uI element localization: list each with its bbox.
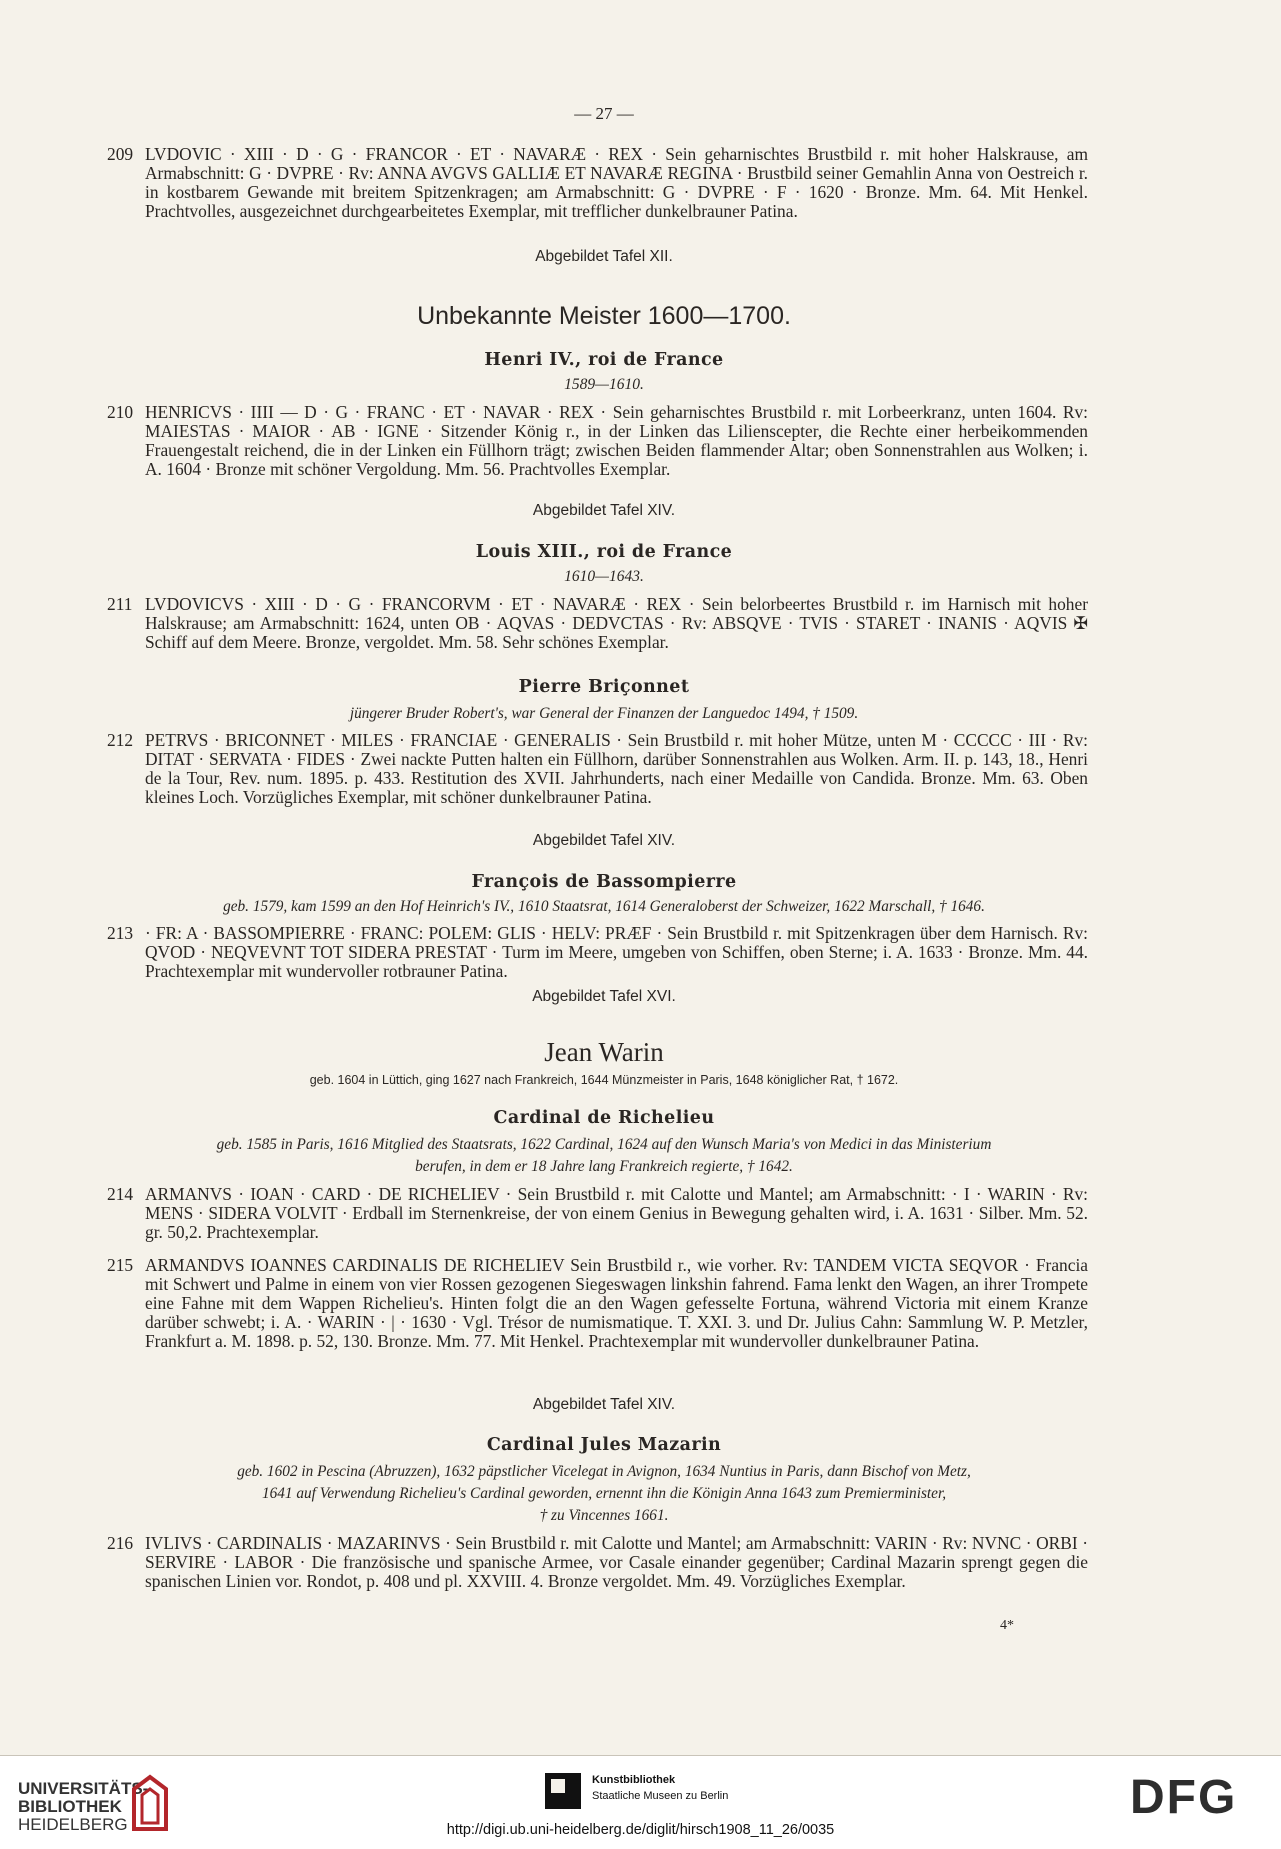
permalink-url[interactable]: http://digi.ub.uni-heidelberg.de/diglit/hirsch1908_11_26/0035 — [446, 1822, 835, 1838]
ruler-bio-line: geb. 1602 in Pescina (Abruzzen), 1632 päpstlicher Vicelegat in Avignon, 1634 Nuntius in Paris, dann Bischof von Metz, — [237, 1463, 971, 1480]
artist-bio: geb. 1604 in Lüttich, ging 1627 nach Frankreich, 1644 Münzmeister in Paris, 1648 königlicher Rat, † 1672. — [309, 1073, 899, 1087]
entry-number: 212 — [107, 730, 134, 750]
page-number: — 27 — — [574, 104, 634, 123]
kunstbibliothek-mark-icon — [545, 1773, 581, 1809]
ruler-heading-briconnet: Pierre Briçonnet — [518, 677, 690, 697]
entry-text: LVDOVICVS · XIII · D · G · FRANCORVM · ET · NAVARÆ · REX · Sein belorbeertes Brustbild r. im Harnisch mit hoher Halskrause; am Armabschnitt: 1624, unten OB · AQVAS · DEDVCTAS · Rv: ABSQVE · TVIS · STARET · INANIS · AQVIS ✠ Schiff auf dem Meere. Bronze, vergoldet. Mm. 58. Sehr schönes Exemplar. — [145, 594, 1088, 652]
catalog-entry-209 — [107, 144, 1088, 221]
ruler-bio-line: 1641 auf Verwendung Richelieu's Cardinal geworden, ernennt ihn die Königin Anna 1643 zum Premierminister, — [261, 1485, 947, 1502]
ruler-dates: 1589—1610. — [564, 376, 644, 393]
catalog-entry-210 — [107, 402, 1088, 479]
dfg-logo[interactable]: DFG — [1130, 1771, 1238, 1824]
ruler-dates: 1610—1643. — [564, 568, 644, 585]
entry-text: ARMANVS · IOAN · CARD · DE RICHELIEV · Sein Brustbild r. mit Calotte und Mantel; am Armabschnitt: · I · WARIN · Rv: MENS · SIDERA VOLVIT · Erdball im Sternenkreise, der von einem Genius in Bewegung gehalten wird, i. A. 1631 · Silber. Mm. 52. gr. 50,2. Prachtexemplar. — [145, 1184, 1088, 1242]
ruler-bio: jüngerer Bruder Robert's, war General der Finanzen der Languedoc 1494, † 1509. — [349, 705, 859, 722]
catalog-entry-216 — [107, 1533, 1088, 1591]
entry-text: PETRVS · BRICONNET · MILES · FRANCIAE · GENERALIS · Sein Brustbild r. mit hoher Mütze, unten M · CCCCC · III · Rv: DITAT · SERVATA · FIDES · Zwei nackte Putten halten ein Füllhorn, darüber Sonnenstrahlen aus Wolken. Arm. II. p. 143, 18., Henri de la Tour, Rev. num. 1895. p. 433. Restitution des XVII. Jahrhunderts, nach einer Medaille von Candida. Bronze. Mm. 63. Oben kleines Loch. Vorzügliches Exemplar, mit schöner dunkelbrauner Patina. — [145, 730, 1088, 807]
catalog-entry-211 — [107, 594, 1088, 652]
ruler-heading-henri-iv: Henri IV., roi de France — [484, 350, 724, 370]
kunstbibliothek-logo-icon — [545, 1773, 581, 1809]
catalog-entry-213 — [107, 923, 1088, 981]
entry-number: 214 — [107, 1184, 134, 1204]
kunstbibliothek-label[interactable] — [592, 1772, 728, 1804]
kunstbibliothek-subtitle: Staatliche Museen zu Berlin — [592, 1790, 729, 1802]
catalog-entry-214 — [107, 1184, 1088, 1242]
entry-text: · FR: A · BASSOMPIERRE · FRANC: POLEM: GLIS · HELV: PRÆF · Sein Brustbild r. mit Spitzenkragen über dem Harnisch. Rv: QVOD · NEQVEVNT TOT SIDERA PRESTAT · Turm im Meere, umgeben von Schiffen, oben Sterne; i. A. 1633 · Bronze. Mm. 44. Prachtexemplar mit wundervoller rotbrauner Patina. — [145, 923, 1088, 981]
entry-text: ARMANDVS IOANNES CARDINALIS DE RICHELIEV Sein Brustbild r., wie vorher. Rv: TANDEM VICTA SEQVOR · Francia mit Schwert und Palme in einem von vier Rossen gezogenen Siegeswagen linkshin fahrend. Fama lenkt den Wagen, an ihrer Trompete eine Fahne mit dem Wappen Richelieu's. Hinten folgt die an den Wagen gefesselte Fortuna, während Victoria mit einem Kranze darüber schwebt; i. A. · WARIN · | · 1630 · Vgl. Trésor de numismatique. T. XXI. 3. und Dr. Julius Cahn: Sammlung W. P. Metzler, Frankfurt a. M. 1898. p. 52, 130. Bronze. Mm. 77. Mit Henkel. Prachtexemplar mit wundervoller dunkelbrauner Patina. — [145, 1255, 1088, 1351]
section-heading-jean-warin: Jean Warin — [544, 1037, 664, 1067]
tafel-reference: Abgebildet Tafel XIV. — [532, 502, 676, 519]
ruler-bio-line: geb. 1585 in Paris, 1616 Mitglied des Staatsrats, 1622 Cardinal, 1624 auf den Wunsch Maria's von Medici in das Ministerium — [216, 1136, 992, 1153]
catalog-entry-215 — [107, 1255, 1088, 1351]
ruler-heading-bassompierre: François de Bassompierre — [471, 872, 737, 892]
entry-text: HENRICVS · IIII — D · G · FRANC · ET · NAVAR · REX · Sein geharnischtes Brustbild r. mit Lorbeerkranz, unten 1604. Rv: MAIESTAS · MAIOR · AB · IGNE · Sitzender König r., in der Linken das Lilienscepter, die Rechte einer herbeikommenden Frauengestalt reichend, die in der Linken ein Füllhorn trägt; zwischen Beiden flammender Altar; oben Sonnenstrahlen aus Wolken; i. A. 1604 · Bronze mit schöner Vergoldung. Mm. 56. Prachtvolles Exemplar. — [145, 402, 1088, 479]
section-heading-unbekannte-meister: Unbekannte Meister 1600—1700. — [417, 302, 791, 330]
ub-logo-line: UNIVERSITÄTS- — [18, 1779, 149, 1798]
signature-mark: 4* — [1000, 1618, 1014, 1633]
ruler-bio-line: † zu Vincennes 1661. — [539, 1507, 669, 1524]
entry-number: 210 — [107, 402, 134, 422]
tafel-reference: Abgebildet Tafel XVI. — [532, 988, 676, 1005]
tafel-reference: Abgebildet Tafel XIV. — [532, 832, 676, 849]
ub-logo-line: HEIDELBERG — [18, 1815, 128, 1834]
entry-number: 213 — [107, 923, 134, 943]
entry-number: 211 — [107, 594, 133, 614]
entry-text: IVLIVS · CARDINALIS · MAZARINVS · Sein Brustbild r. mit Calotte und Mantel; am Armabschnitt: VARIN · Rv: NVNC · ORBI · SERVIRE · LABOR · Die französische und spanische Armee, vor Casale einander gegenüber; Cardinal Mazarin sprengt gegen die spanischen Linien vor. Rondot, p. 408 und pl. XXVIII. 4. Bronze vergoldet. Mm. 49. Vorzügliches Exemplar. — [145, 1533, 1088, 1591]
ruler-heading-richelieu: Cardinal de Richelieu — [493, 1108, 715, 1128]
tafel-reference: Abgebildet Tafel XIV. — [532, 1396, 676, 1413]
ruler-heading-mazarin: Cardinal Jules Mazarin — [486, 1435, 722, 1455]
entry-number: 216 — [107, 1533, 134, 1553]
entry-number: 215 — [107, 1255, 134, 1275]
catalog-entry-212 — [107, 730, 1088, 807]
entry-text: LVDOVIC · XIII · D · G · FRANCOR · ET · NAVARÆ · REX · Sein geharnischtes Brustbild r. mit hoher Halskrause, am Armabschnitt: G · DVPRE · Rv: ANNA AVGVS GALLIÆ ET NAVARÆ REGINA · Brustbild seiner Gemahlin Anna von Oestreich r. in kostbarem Gewande mit breitem Spitzenkragen; am Armabschnitt: G · DVPRE · F · 1620 · Bronze. Mm. 64. Mit Henkel. Prachtvolles, ausgezeichnet durchgearbeitetes Exemplar, mit trefflicher dunkelbrauner Patina. — [145, 144, 1088, 221]
entry-number: 209 — [107, 144, 134, 164]
ruler-bio-line: berufen, in dem er 18 Jahre lang Frankreich regierte, † 1642. — [415, 1158, 793, 1175]
ruler-heading-louis-xiii: Louis XIII., roi de France — [475, 542, 733, 562]
ub-logo-line: BIBLIOTHEK — [18, 1797, 122, 1816]
ruler-bio: geb. 1579, kam 1599 an den Hof Heinrich's IV., 1610 Staatsrat, 1614 Generaloberst der Schweizer, 1622 Marschall, † 1646. — [223, 898, 985, 915]
kunstbibliothek-title: Kunstbibliothek — [592, 1774, 676, 1786]
tafel-reference: Abgebildet Tafel XII. — [535, 248, 673, 265]
